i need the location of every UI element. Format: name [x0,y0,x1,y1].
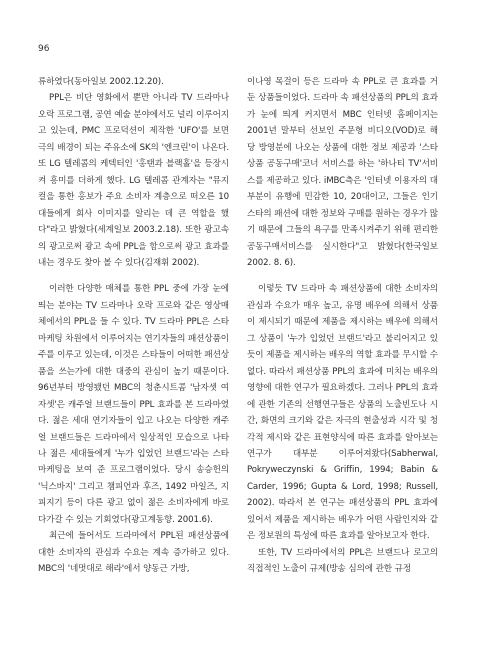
paragraph-continuation: 류하였다(동아일보 2002.12.20). [38,77,164,87]
paragraph-mbc-vod: 이나영 목걸이 등은 드라마 속 PPL로 큰 효과를 거둔 상품들이었다. 드라마 속 패션상품의 PPL의 효과가 눈에 띄게 커지면서 MBC 인터넷 홈페이지는 2001년 말부터 선보인 주문형 비디오(VOD)로 해당 방영분에 나오는 상품에 대한 정보 제공과 '스타상품 공동구매'코너 서비스를 하는 '하나티 TV'서비스를 제공하고 있다. iMBC측은 '인터넷 이용자의 대부분이 유행에 민감한 10, 20대이고, 그들은 인기 스타의 패션에 대한 정보와 구매를 원하는 경우가 많기 때문에 그들의 욕구를 만족시켜주기 위해 편리한 공동구매서비스를 실시한다"고 밝혔다(한국일보 2002. 8. 6). [247,77,438,268]
paragraph-ppl-media: PPL은 비단 영화에서 뿐만 아니라 TV 드라마나 오락 프로그램, 공연 예술 분야에서도 널리 이루어지고 있는데, PMC 프로덕션이 제작한 'UFO'를 보면 극의 배경이 되는 주유소에 SK의 '엔크린'이 나온다. 또 LG 텔레콤의 케텍터인 '홍탠과 블랙홀'을 등장시켜 흥미를 더하게 했다. LG 텔레콤 관계자는 "뮤지컬을 통한 홍보가 주요 소비자 계층으로 떠오른 10대들에게 회사 이미지를 알리는 데 큰 역할을 했다"라고 밝혔다(세계일보 2003.2.18). 또한 광고속의 광고로써 광고 속에 PPL을 함으로써 광고 효과를 내는 경우도 찾아 볼 수 있다(김재휘 2002). [38,93,229,268]
right-column [247,74,438,578]
paragraph-recent-interest: 최근에 들어서도 드라마에서 PPL된 패션상품에 대한 소비자의 관심과 수요는 계속 증가하고 있다. MBC의 '네멋대로 해라'에서 양동근 가방, [38,531,229,575]
paragraph-tv-drama-ppl: 이러한 다양한 매체를 통한 PPL 중에 가장 눈에 띄는 분야는 TV 드라마나 오락 프로와 같은 영상매체에서의 PPL을 들 수 있다. TV 드라마 PPL은 스타마케팅 차원에서 이루어지는 연기자들의 패션상품이 주를 이루고 있는데, 이것은 스타들이 어떠한 패션상품을 쓰는가에 대한 대중의 관심이 높기 때문이다. 96년부터 방영됐던 MBC의 청춘시트콤 '남자셋 여자셋'은 캐주얼 브랜드들이 PPL 효과를 본 드라마였다. 젊은 세대 연기자들이 입고 나오는 다양한 캐주얼 브랜드들은 드라마에서 일상적인 모습으로 나타나 젊은 세대들에게 '누가 입었던 브랜드'라는 스타마케팅을 보여 준 프로그램이었다. 당시 송승헌의 '닉스바지' 그리고 챔피언과 후즈, 1492 마일즈, 지피지기 등이 다른 광고 없이 젊은 소비자에게 바로 다가갈 수 있는 기회였다(광고계동향. 2001.6). [38,284,229,525]
paragraph-brand-regulation: 또한, TV 드라마에서의 PPL은 브랜드나 로고의 직접적인 노출이 규제(방송 심의에 관한 규정 [247,547,438,575]
paragraph-research-need: 이렇듯 TV 드라마 속 패션상품에 대한 소비자의 관심과 수요가 매우 높고, 유명 배우에 의해서 상품이 제시되기 때문에 제품을 제시하는 배우에 의해서 그 상품이 '누가 입었던 브랜드'라고 불리어지고 있듯이 제품을 제시하는 배우의 역할 효과를 무시할 수 없다. 따라서 패션상품 PPL의 효과에 미치는 배우의 영향에 대한 연구가 필요하겠다. 그러나 PPL의 효과에 관한 기존의 선행연구들은 상품의 노출빈도나 시간, 화면의 크기와 같은 자극의 현출성과 시각 및 청각적 제시와 같은 표현양식에 따른 효과를 알아보는 연구가 대부분 이루어져왔다(Sabherwal, Pokryweczynski & Griffin, 1994; Babin & Carder, 1996; Gupta & Lord, 1998; Russell, 2002). 따라서 본 연구는 패션상품의 PPL 효과에 있어서 제품을 제시하는 배우가 어떤 사람인지와 같은 정보원의 특성에 따른 효과를 알아보고자 한다. [247,284,438,542]
page-number: 96 [38,44,50,54]
left-column [38,74,229,578]
